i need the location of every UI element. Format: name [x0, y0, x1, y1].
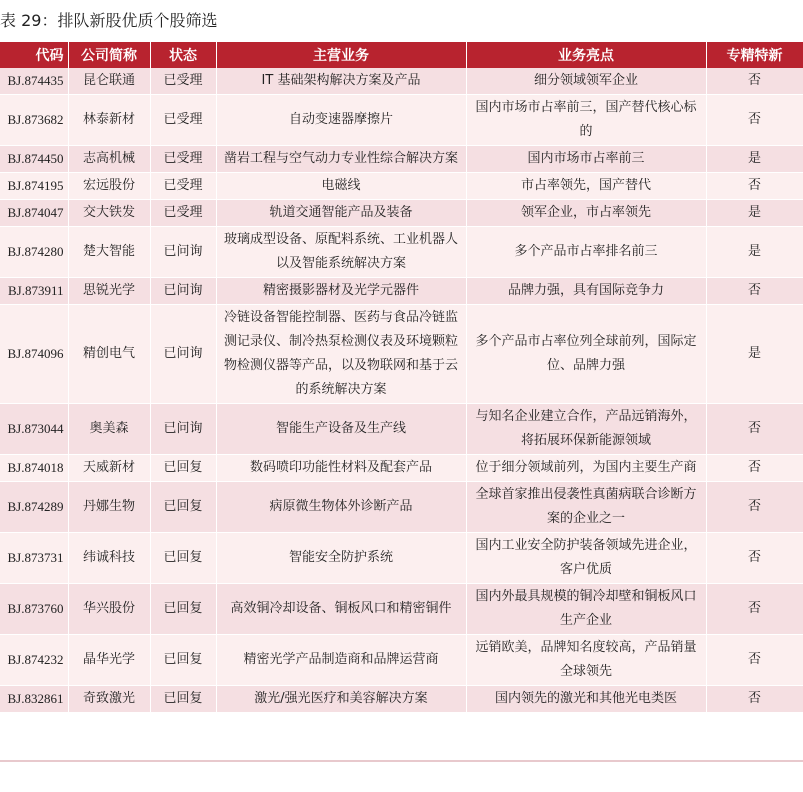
cell-status: 已受理: [150, 68, 216, 95]
cell-status: 已受理: [150, 146, 216, 173]
table-row: [0, 584, 803, 635]
cell-main-business: 高效铜冷却设备、铜板风口和精密铜件: [216, 584, 466, 635]
cell-company: 奇致激光: [68, 686, 150, 713]
cell-highlights: 位于细分领域前列，为国内主要生产商: [466, 455, 706, 482]
cell-company: 志高机械: [68, 146, 150, 173]
cell-specialized: 否: [706, 173, 803, 200]
cell-code: 873911.BJ: [0, 278, 68, 305]
table-row: [0, 686, 803, 713]
cell-specialized: 否: [706, 482, 803, 533]
cell-status: 已问询: [150, 404, 216, 455]
cell-highlights: 全球首家推出侵袭性真菌病联合诊断方案的企业之一: [466, 482, 706, 533]
cell-code: 873731.BJ: [0, 533, 68, 584]
cell-status: 已回复: [150, 584, 216, 635]
cell-status: 已回复: [150, 455, 216, 482]
cell-company: 丹娜生物: [68, 482, 150, 533]
table-row: [0, 146, 803, 173]
cell-company: 华兴股份: [68, 584, 150, 635]
cell-main-business: 病原微生物体外诊断产品: [216, 482, 466, 533]
table-row: [0, 68, 803, 95]
cell-company: 楚大智能: [68, 227, 150, 278]
cell-company: 林泰新材: [68, 95, 150, 146]
cell-code: 873760.BJ: [0, 584, 68, 635]
cell-specialized: 否: [706, 404, 803, 455]
table-row: [0, 635, 803, 686]
cell-code: 873044.BJ: [0, 404, 68, 455]
cell-specialized: 否: [706, 68, 803, 95]
cell-main-business: 电磁线: [216, 173, 466, 200]
cell-highlights: 远销欧美，品牌知名度较高，产品销量全球领先: [466, 635, 706, 686]
cell-code: 874280.BJ: [0, 227, 68, 278]
cell-highlights: 品牌力强，具有国际竞争力: [466, 278, 706, 305]
cell-highlights: 国内外最具规模的铜冷却壁和铜板风口生产企业: [466, 584, 706, 635]
cell-main-business: 智能安全防护系统: [216, 533, 466, 584]
cell-code: 874232.BJ: [0, 635, 68, 686]
header-specialized: 专精特新: [706, 42, 803, 68]
cell-highlights: 国内工业安全防护装备领域先进企业，客户优质: [466, 533, 706, 584]
cell-highlights: 国内市场市占率前三，国产替代核心标的: [466, 95, 706, 146]
cell-specialized: 否: [706, 278, 803, 305]
cell-specialized: 是: [706, 227, 803, 278]
cell-status: 已受理: [150, 200, 216, 227]
cell-main-business: 激光/强光医疗和美容解决方案: [216, 686, 466, 713]
cell-company: 精创电气: [68, 305, 150, 404]
cell-main-business: 精密摄影器材及光学元器件: [216, 278, 466, 305]
table-row: [0, 200, 803, 227]
cell-specialized: 否: [706, 635, 803, 686]
cell-main-business: 精密光学产品制造商和品牌运营商: [216, 635, 466, 686]
cell-status: 已问询: [150, 305, 216, 404]
cell-main-business: IT 基础架构解决方案及产品: [216, 68, 466, 95]
cell-company: 纬诚科技: [68, 533, 150, 584]
cell-company: 交大铁发: [68, 200, 150, 227]
cell-highlights: 多个产品市占率排名前三: [466, 227, 706, 278]
cell-main-business: 冷链设备智能控制器、医药与食品冷链监测记录仪、制冷热泵检测仪表及环境颗粒物检测仪器等产品，以及物联网和基于云的系统解决方案: [216, 305, 466, 404]
cell-highlights: 市占率领先，国产替代: [466, 173, 706, 200]
header-highlights: 业务亮点: [466, 42, 706, 68]
cell-code: 874450.BJ: [0, 146, 68, 173]
cell-status: 已问询: [150, 227, 216, 278]
cell-main-business: 凿岩工程与空气动力专业性综合解决方案: [216, 146, 466, 173]
cell-code: 873682.BJ: [0, 95, 68, 146]
cell-status: 已问询: [150, 278, 216, 305]
cell-code: 874047.BJ: [0, 200, 68, 227]
table-row: [0, 455, 803, 482]
table-caption: 表 29：排队新股优质个股筛选: [0, 11, 218, 30]
cell-specialized: 是: [706, 200, 803, 227]
cell-company: 昆仑联通: [68, 68, 150, 95]
cell-code: 874195.BJ: [0, 173, 68, 200]
header-code: 代码: [0, 42, 68, 68]
cell-status: 已回复: [150, 635, 216, 686]
cell-highlights: 细分领域领军企业: [466, 68, 706, 95]
table-header-row: [0, 42, 803, 68]
cell-status: 已回复: [150, 686, 216, 713]
table-bottom-rule: [0, 760, 803, 762]
cell-status: 已回复: [150, 533, 216, 584]
cell-status: 已受理: [150, 95, 216, 146]
cell-main-business: 数码喷印功能性材料及配套产品: [216, 455, 466, 482]
ipo-queue-table-container: [0, 42, 803, 713]
cell-specialized: 是: [706, 305, 803, 404]
cell-specialized: 是: [706, 146, 803, 173]
cell-code: 874096.BJ: [0, 305, 68, 404]
cell-code: 874289.BJ: [0, 482, 68, 533]
cell-specialized: 否: [706, 686, 803, 713]
cell-highlights: 多个产品市占率位列全球前列，国际定位、品牌力强: [466, 305, 706, 404]
cell-highlights: 领军企业，市占率领先: [466, 200, 706, 227]
table-row: [0, 533, 803, 584]
cell-code: 874435.BJ: [0, 68, 68, 95]
cell-specialized: 否: [706, 95, 803, 146]
table-row: [0, 404, 803, 455]
cell-company: 思锐光学: [68, 278, 150, 305]
cell-specialized: 否: [706, 455, 803, 482]
header-main-business: 主营业务: [216, 42, 466, 68]
cell-highlights: 与知名企业建立合作，产品远销海外，将拓展环保新能源领域: [466, 404, 706, 455]
cell-status: 已受理: [150, 173, 216, 200]
header-status: 状态: [150, 42, 216, 68]
cell-highlights: 国内领先的激光和其他光电类医: [466, 686, 706, 713]
cell-highlights: 国内市场市占率前三: [466, 146, 706, 173]
table-row: [0, 278, 803, 305]
cell-main-business: 轨道交通智能产品及装备: [216, 200, 466, 227]
cell-specialized: 否: [706, 584, 803, 635]
cell-code: 874018.BJ: [0, 455, 68, 482]
ipo-queue-table: [0, 42, 803, 713]
header-company: 公司简称: [68, 42, 150, 68]
cell-specialized: 否: [706, 533, 803, 584]
cell-company: 天威新材: [68, 455, 150, 482]
table-row: [0, 482, 803, 533]
cell-status: 已回复: [150, 482, 216, 533]
cell-code: 832861.BJ: [0, 686, 68, 713]
table-row: [0, 305, 803, 404]
cell-main-business: 智能生产设备及生产线: [216, 404, 466, 455]
cell-main-business: 玻璃成型设备、原配料系统、工业机器人以及智能系统解决方案: [216, 227, 466, 278]
cell-company: 宏远股份: [68, 173, 150, 200]
cell-company: 晶华光学: [68, 635, 150, 686]
cell-company: 奥美森: [68, 404, 150, 455]
table-row: [0, 173, 803, 200]
table-row: [0, 227, 803, 278]
table-row: [0, 95, 803, 146]
cell-main-business: 自动变速器摩擦片: [216, 95, 466, 146]
